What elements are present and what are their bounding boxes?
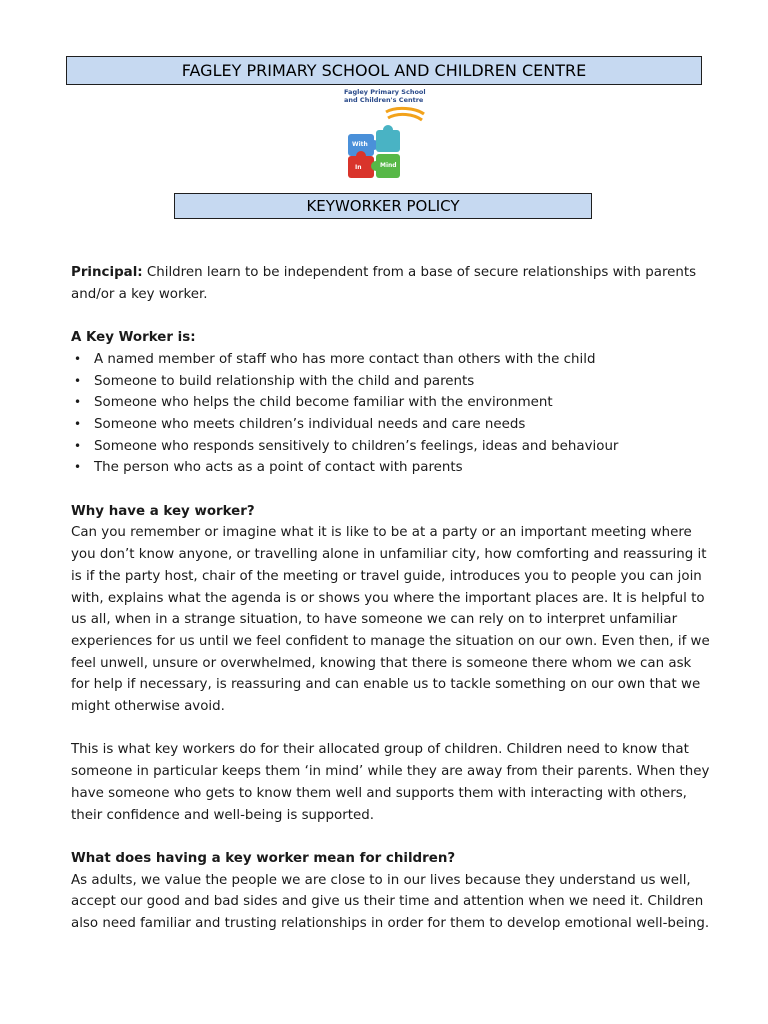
logo-word-mind: Mind [380, 162, 397, 169]
policy-body [71, 262, 711, 935]
key-worker-list [71, 349, 711, 479]
why-paragraph-2: This is what key workers do for their allocated group of children. Children need to know that someone in particular keeps them ‘in mind’ while they are away from their parents. When they have someone who gets to know them well and supports them with interacting with others, their confidence and well-being is supported. [71, 742, 710, 823]
list-item: • Someone to build relationship with the child and parents [71, 371, 711, 393]
bullet-icon: • [74, 416, 82, 431]
why-heading: Why have a key worker? [71, 503, 255, 519]
why-paragraph-1: Can you remember or imagine what it is like to be at a party or an important meeting where you don’t know anyone, or travelling alone in unfamiliar city, how comforting and reassuring it is if the party host, chair of the meeting or travel guide, introduces you to people you can join with, explains what the agenda is or shows you where the important places are. It is helpful to us all, when in a strange situation, to have someone we can rely on to interpret unfamiliar experiences for us until we feel confident to manage the situation on our own. Even then, if we feel unwell, unsure or overwhelmed, knowing that there is someone there whom we can ask for help if necessary, is reassuring and can enable us to tackle something on our own that we might otherwise avoid. [71, 525, 710, 715]
logo-hand-stroke-2 [388, 114, 422, 120]
principal-paragraph [71, 262, 711, 305]
bullet-icon: • [74, 351, 82, 366]
key-worker-heading: A Key Worker is: [71, 330, 196, 346]
school-name-banner: FAGLEY PRIMARY SCHOOL AND CHILDREN CENTRE [66, 56, 702, 85]
school-logo [338, 88, 430, 184]
list-item: • A named member of staff who has more contact than others with the child [71, 349, 711, 371]
logo-caption-line1: Fagley Primary School [344, 88, 426, 96]
meaning-heading: What does having a key worker mean for children? [71, 850, 456, 866]
bullet-icon: • [74, 460, 82, 475]
logo-caption [344, 88, 430, 104]
logo-word-with: With [352, 141, 368, 148]
list-item: • Someone who meets children’s individual needs and care needs [71, 414, 711, 436]
bullet-icon: • [74, 373, 82, 388]
logo-word-in: In [355, 164, 362, 171]
principal-label: Principal: [71, 265, 143, 280]
list-item: • Someone who responds sensitively to children’s feelings, ideas and behaviour [71, 436, 711, 458]
list-item: • The person who acts as a point of contact with parents [71, 457, 711, 479]
logo-caption-line2: and Children's Centre [344, 96, 424, 104]
policy-title: KEYWORKER POLICY [174, 193, 592, 219]
list-item: • Someone who helps the child become familiar with the environment [71, 392, 711, 414]
bullet-icon: • [74, 438, 82, 453]
principal-text: Children learn to be independent from a base of secure relationships with parents and/or a key worker. [71, 265, 697, 302]
meaning-paragraph: As adults, we value the people we are close to in our lives because they understand us well, accept our good and bad sides and give us their time and attention when we need it. Children also need familiar and trusting relationships in order for them to develop emotional well-being. [71, 872, 710, 932]
bullet-icon: • [74, 395, 82, 410]
